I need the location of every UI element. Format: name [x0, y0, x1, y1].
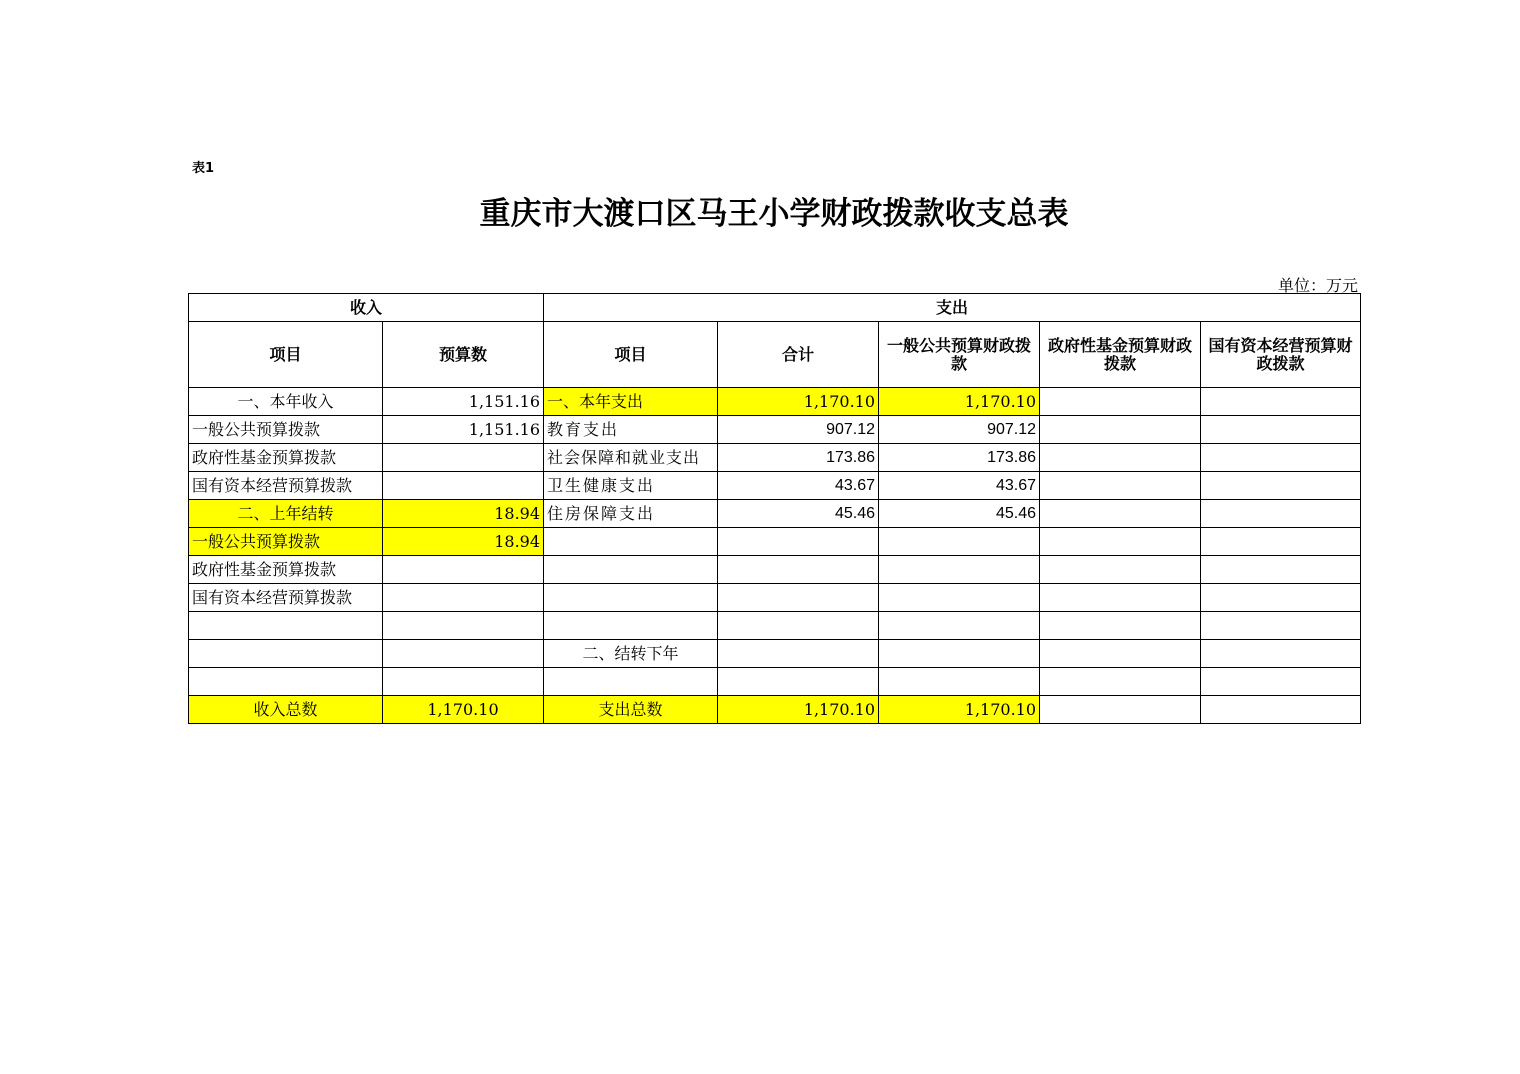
- total-cell: 45.46: [718, 500, 879, 528]
- capital-cell: [1201, 556, 1361, 584]
- fund-cell: [1040, 444, 1201, 472]
- general-cell: 907.12: [879, 416, 1040, 444]
- general-cell: [879, 584, 1040, 612]
- income-total-value: 1,170.10: [383, 696, 544, 724]
- expense-item-cell: [544, 556, 718, 584]
- income-value-cell: [383, 612, 544, 640]
- general-total-value: 1,170.10: [879, 696, 1040, 724]
- income-item-cell: 一般公共预算拨款: [189, 416, 383, 444]
- table-row: [189, 640, 1361, 668]
- total-cell: 173.86: [718, 444, 879, 472]
- general-cell: [879, 612, 1040, 640]
- expense-item-cell: 住房保障支出: [544, 500, 718, 528]
- totals-row: [189, 696, 1361, 724]
- capital-cell: [1201, 388, 1361, 416]
- capital-cell: [1201, 640, 1361, 668]
- income-value-cell: [383, 444, 544, 472]
- income-value-cell: 1,151.16: [383, 388, 544, 416]
- income-value-cell: [383, 668, 544, 696]
- fund-cell: [1040, 612, 1201, 640]
- income-total-label: 收入总数: [189, 696, 383, 724]
- total-cell: [718, 584, 879, 612]
- income-item-cell: 政府性基金预算拨款: [189, 556, 383, 584]
- total-cell: [718, 556, 879, 584]
- income-item-cell: 一般公共预算拨款: [189, 528, 383, 556]
- income-budget-header: 预算数: [383, 322, 544, 388]
- income-value-cell: [383, 556, 544, 584]
- fund-cell: [1040, 640, 1201, 668]
- income-item-cell: 政府性基金预算拨款: [189, 444, 383, 472]
- expense-item-cell: [544, 584, 718, 612]
- fund-cell: [1040, 668, 1201, 696]
- expense-item-cell: 教育支出: [544, 416, 718, 444]
- expense-item-header: 项目: [544, 322, 718, 388]
- total-cell: 907.12: [718, 416, 879, 444]
- general-budget-header: 一般公共预算财政拨款: [879, 322, 1040, 388]
- table-row: [189, 444, 1361, 472]
- income-section-header: 收入: [189, 294, 544, 322]
- fund-cell: [1040, 416, 1201, 444]
- table-row: [189, 388, 1361, 416]
- capital-cell: [1201, 528, 1361, 556]
- total-cell: [718, 640, 879, 668]
- table-number: 表1: [192, 161, 215, 176]
- expense-item-cell: [544, 528, 718, 556]
- expense-item-cell: 一、本年支出: [544, 388, 718, 416]
- capital-cell: [1201, 472, 1361, 500]
- income-value-cell: [383, 584, 544, 612]
- income-item-cell: 国有资本经营预算拨款: [189, 584, 383, 612]
- unit-label: 单位：万元: [1277, 276, 1358, 295]
- section-header-row: [189, 294, 1361, 322]
- fund-cell: [1040, 556, 1201, 584]
- table-row: [189, 472, 1361, 500]
- expense-item-cell: 二、结转下年: [544, 640, 718, 668]
- total-cell: 43.67: [718, 472, 879, 500]
- income-item-cell: 二、上年结转: [189, 500, 383, 528]
- income-item-cell: 一、本年收入: [189, 388, 383, 416]
- total-cell: 1,170.10: [718, 388, 879, 416]
- general-cell: [879, 556, 1040, 584]
- capital-cell: [1201, 612, 1361, 640]
- table-row: [189, 668, 1361, 696]
- column-header-row: [189, 322, 1361, 388]
- fund-total-value: [1040, 696, 1201, 724]
- fund-cell: [1040, 584, 1201, 612]
- income-item-cell: [189, 668, 383, 696]
- fund-budget-header: 政府性基金预算财政拨款: [1040, 322, 1201, 388]
- general-cell: 45.46: [879, 500, 1040, 528]
- total-cell: [718, 668, 879, 696]
- general-cell: [879, 640, 1040, 668]
- fund-cell: [1040, 500, 1201, 528]
- expense-total-value: 1,170.10: [718, 696, 879, 724]
- fund-cell: [1040, 472, 1201, 500]
- income-item-cell: 国有资本经营预算拨款: [189, 472, 383, 500]
- fund-cell: [1040, 528, 1201, 556]
- income-value-cell: [383, 472, 544, 500]
- table-row: [189, 528, 1361, 556]
- expense-item-cell: [544, 612, 718, 640]
- table-row: [189, 416, 1361, 444]
- fund-cell: [1040, 388, 1201, 416]
- capital-cell: [1201, 584, 1361, 612]
- income-value-cell: 18.94: [383, 528, 544, 556]
- table-row: [189, 556, 1361, 584]
- capital-cell: [1201, 500, 1361, 528]
- income-value-cell: 18.94: [383, 500, 544, 528]
- expense-item-cell: [544, 668, 718, 696]
- general-cell: [879, 668, 1040, 696]
- expense-item-cell: 卫生健康支出: [544, 472, 718, 500]
- total-cell: [718, 612, 879, 640]
- income-value-cell: [383, 640, 544, 668]
- general-cell: [879, 528, 1040, 556]
- expense-item-cell: 社会保障和就业支出: [544, 444, 718, 472]
- table-row: [189, 584, 1361, 612]
- capital-cell: [1201, 668, 1361, 696]
- income-value-cell: 1,151.16: [383, 416, 544, 444]
- income-item-header: 项目: [189, 322, 383, 388]
- state-capital-header: 国有资本经营预算财政拨款: [1201, 322, 1361, 388]
- total-cell: [718, 528, 879, 556]
- capital-total-value: [1201, 696, 1361, 724]
- total-header: 合计: [718, 322, 879, 388]
- capital-cell: [1201, 444, 1361, 472]
- expense-section-header: 支出: [544, 294, 1361, 322]
- expense-total-label: 支出总数: [544, 696, 718, 724]
- capital-cell: [1201, 416, 1361, 444]
- table-row: [189, 612, 1361, 640]
- budget-summary-table: [188, 293, 1361, 724]
- page-title: 重庆市大渡口区马王小学财政拨款收支总表: [479, 196, 1069, 232]
- general-cell: 43.67: [879, 472, 1040, 500]
- income-item-cell: [189, 612, 383, 640]
- general-cell: 173.86: [879, 444, 1040, 472]
- table-row: [189, 500, 1361, 528]
- general-cell: 1,170.10: [879, 388, 1040, 416]
- income-item-cell: [189, 640, 383, 668]
